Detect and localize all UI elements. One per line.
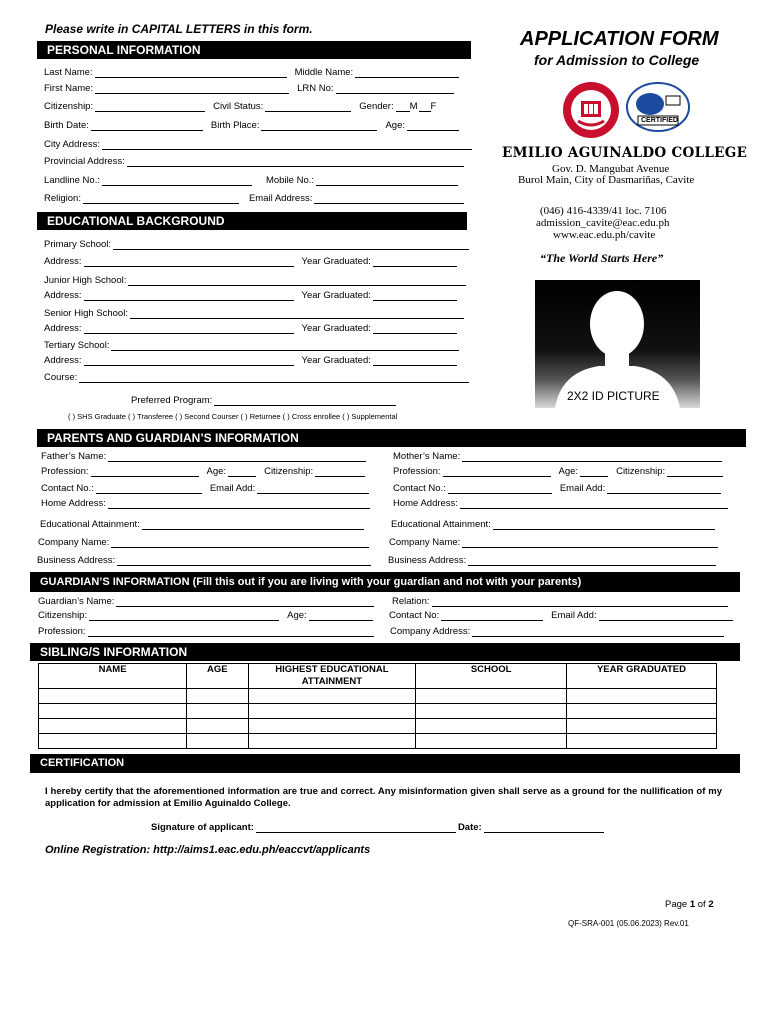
row-father-contact — [41, 481, 369, 494]
father-company-field[interactable] — [111, 538, 369, 548]
email-label: Email Address: — [248, 193, 313, 204]
date-field[interactable] — [484, 823, 604, 833]
id-picture-box[interactable] — [535, 280, 700, 408]
guardian-company-address-field[interactable] — [472, 627, 724, 637]
row-mother-home — [393, 496, 728, 509]
certification-badge-logo — [626, 82, 690, 132]
row-mother-contact — [393, 481, 721, 494]
sibling-educ-cell[interactable] — [248, 719, 416, 734]
mother-company-label: Company Name: — [389, 537, 461, 548]
guardian-citizenship-field[interactable] — [89, 611, 279, 621]
primary-school-field[interactable] — [113, 240, 469, 250]
form-code: QF-SRA-001 (05.06.2023) Rev.01 — [568, 919, 689, 928]
tertiary-address-label: Address: — [44, 355, 82, 366]
father-educ-field[interactable] — [142, 520, 364, 530]
father-email-label: Email Add: — [209, 483, 256, 494]
father-business-field[interactable] — [117, 556, 371, 566]
row-guardian-profession — [38, 624, 374, 637]
sibling-name-cell[interactable] — [39, 689, 187, 704]
mother-age-label: Age: — [558, 466, 579, 477]
father-contact-field[interactable] — [96, 484, 202, 494]
mother-contact-label: Contact No.: — [393, 483, 446, 494]
father-age-field[interactable] — [228, 467, 256, 477]
row-name — [44, 65, 459, 78]
mother-business-field[interactable] — [468, 556, 716, 566]
guardian-email-field[interactable] — [599, 611, 733, 621]
guardian-relation-field[interactable] — [432, 597, 728, 607]
row-preferred-program — [131, 393, 396, 406]
father-citizenship-label: Citizenship: — [264, 466, 314, 477]
junior-school-field[interactable] — [128, 276, 466, 286]
siblings-col-year: YEAR GRADUATED — [566, 664, 716, 689]
row-father-name — [41, 449, 366, 462]
father-profession-label: Profession: — [41, 466, 89, 477]
page-of: of — [695, 899, 709, 910]
mother-profession-field[interactable] — [443, 467, 551, 477]
mother-email-field[interactable] — [607, 484, 721, 494]
form-title: APPLICATION FORM — [520, 28, 719, 50]
table-row — [39, 734, 717, 749]
row-father-home — [41, 496, 370, 509]
senior-address-label: Address: — [44, 323, 82, 334]
row-guardian-relation — [392, 594, 728, 607]
row-guardian-contact — [389, 608, 733, 621]
provincial-address-label: Provincial Address: — [44, 156, 125, 167]
college-motto: “The World Starts Here” — [540, 251, 664, 265]
table-row — [39, 719, 717, 734]
guardian-relation-label: Relation: — [392, 596, 430, 607]
mother-age-field[interactable] — [580, 467, 608, 477]
father-email-field[interactable] — [257, 484, 369, 494]
mother-contact-field[interactable] — [448, 484, 552, 494]
mother-business-label: Business Address: — [388, 555, 467, 566]
gender-label: Gender: — [359, 101, 394, 112]
table-row — [39, 689, 717, 704]
primary-year-label: Year Graduated: — [301, 256, 371, 267]
sibling-age-cell[interactable] — [187, 719, 248, 734]
row-primary-school — [44, 237, 469, 250]
guardian-profession-label: Profession: — [38, 626, 86, 637]
row-father-profession — [41, 464, 365, 477]
sibling-age-cell[interactable] — [187, 689, 248, 704]
mother-name-field[interactable] — [462, 452, 722, 462]
primary-school-label: Primary School: — [44, 239, 112, 250]
mobile-label: Mobile No.: — [265, 175, 315, 186]
senior-school-label: Senior High School: — [44, 308, 128, 319]
sibling-educ-cell[interactable] — [248, 704, 416, 719]
siblings-col-school: SCHOOL — [416, 664, 567, 689]
junior-school-label: Junior High School: — [44, 275, 127, 286]
row-junior-school — [44, 273, 466, 286]
siblings-table — [38, 663, 717, 749]
page-total: 2 — [708, 899, 714, 910]
mother-name-label: Mother’s Name: — [393, 451, 461, 462]
sibling-school-cell[interactable] — [416, 734, 567, 749]
father-name-field[interactable] — [108, 452, 366, 462]
father-age-label: Age: — [206, 466, 227, 477]
section-parents-guardian: PARENTS AND GUARDIAN’S INFORMATION — [37, 429, 746, 447]
father-home-label: Home Address: — [41, 498, 106, 509]
section-siblings-information: SIBLING/S INFORMATION — [30, 643, 740, 661]
mother-educ-field[interactable] — [493, 520, 715, 530]
civil-status-field[interactable] — [265, 102, 351, 112]
senior-year-field[interactable] — [373, 324, 457, 334]
sibling-year-cell[interactable] — [566, 719, 716, 734]
primary-year-field[interactable] — [373, 257, 457, 267]
tertiary-year-label: Year Graduated: — [301, 355, 371, 366]
religion-field[interactable] — [83, 194, 239, 204]
guardian-age-field[interactable] — [309, 611, 373, 621]
section-guardian-information: GUARDIAN’S INFORMATION (Fill this out if you are living with your guardian and not with your parents) — [30, 572, 740, 592]
sibling-name-cell[interactable] — [39, 734, 187, 749]
applicant-type-options[interactable]: ( ) SHS Graduate ( ) Transferee ( ) Second Courser ( ) Returnee ( ) Cross enrollee ( ) Supplemental — [68, 412, 398, 421]
guardian-age-label: Age: — [287, 610, 307, 621]
middle-name-label: Middle Name: — [294, 67, 354, 78]
father-company-label: Company Name: — [38, 537, 110, 548]
row-father-company — [38, 535, 369, 548]
sibling-name-cell[interactable] — [39, 704, 187, 719]
row-tertiary-address — [44, 353, 457, 366]
sibling-educ-cell[interactable] — [248, 689, 416, 704]
father-profession-field[interactable] — [91, 467, 199, 477]
civil-status-label: Civil Status: — [213, 101, 264, 112]
college-seal-logo — [562, 81, 620, 139]
sibling-year-cell[interactable] — [566, 704, 716, 719]
siblings-col-age: AGE — [187, 664, 248, 689]
row-first-name — [44, 81, 454, 94]
father-name-label: Father’s Name: — [41, 451, 107, 462]
section-personal-information: PERSONAL INFORMATION — [37, 41, 471, 59]
mother-home-label: Home Address: — [393, 498, 458, 509]
signature-field[interactable] — [256, 823, 456, 833]
senior-year-label: Year Graduated: — [301, 323, 371, 334]
senior-address-field[interactable] — [84, 324, 294, 334]
junior-year-label: Year Graduated: — [301, 290, 371, 301]
landline-field[interactable] — [102, 176, 252, 186]
row-tertiary-school — [44, 338, 459, 351]
college-phone: (046) 416-4339/41 loc. 7106 — [540, 205, 667, 217]
gender-m-field[interactable] — [396, 102, 410, 112]
city-address-field[interactable] — [102, 140, 472, 150]
guardian-email-label: Email Add: — [551, 610, 597, 621]
siblings-col-educ: HIGHEST EDUCATIONAL ATTAINMENT — [248, 664, 416, 689]
birth-place-field[interactable] — [261, 121, 377, 131]
first-name-label: First Name: — [44, 83, 94, 94]
row-guardian-company-address — [390, 624, 724, 637]
father-contact-label: Contact No.: — [41, 483, 94, 494]
first-name-field[interactable] — [95, 84, 289, 94]
sibling-year-cell[interactable] — [566, 734, 716, 749]
date-label: Date: — [457, 822, 482, 833]
mobile-field[interactable] — [316, 176, 458, 186]
guardian-name-field[interactable] — [116, 597, 374, 607]
tertiary-address-field[interactable] — [84, 356, 294, 366]
city-address-label: City Address: — [44, 139, 100, 150]
row-birth — [44, 118, 459, 131]
row-signature — [151, 820, 604, 833]
birth-date-field[interactable] — [91, 121, 203, 131]
middle-name-field[interactable] — [355, 68, 459, 78]
row-senior-school — [44, 306, 464, 319]
email-field[interactable] — [314, 194, 464, 204]
mother-citizenship-field[interactable] — [667, 467, 723, 477]
age-label: Age: — [385, 120, 406, 131]
gender-f-label: F — [430, 101, 437, 112]
guardian-name-label: Guardian’s Name: — [38, 596, 115, 607]
row-mother-company — [389, 535, 718, 548]
guardian-company-address-label: Company Address: — [390, 626, 471, 637]
row-mother-profession — [393, 464, 723, 477]
provincial-address-field[interactable] — [127, 157, 464, 167]
sibling-name-cell[interactable] — [39, 719, 187, 734]
primary-address-field[interactable] — [84, 257, 294, 267]
mother-company-field[interactable] — [462, 538, 718, 548]
tertiary-school-label: Tertiary School: — [44, 340, 110, 351]
id-picture-label: 2X2 ID PICTURE — [567, 389, 660, 403]
college-website: www.eac.edu.ph/cavite — [553, 229, 656, 241]
row-phones — [44, 173, 458, 186]
primary-address-label: Address: — [44, 256, 82, 267]
sibling-school-cell[interactable] — [416, 704, 567, 719]
siblings-col-name: NAME — [39, 664, 187, 689]
citizenship-label: Citizenship: — [44, 101, 94, 112]
guardian-citizenship-label: Citizenship: — [38, 610, 88, 621]
preferred-program-label: Preferred Program: — [131, 395, 213, 406]
last-name-label: Last Name: — [44, 67, 93, 78]
father-educ-label: Educational Attainment: — [40, 519, 140, 530]
preferred-program-field[interactable] — [214, 396, 396, 406]
sibling-school-cell[interactable] — [416, 719, 567, 734]
last-name-field[interactable] — [95, 68, 287, 78]
lrn-label: LRN No: — [297, 83, 334, 94]
gender-m-label: M — [409, 101, 418, 112]
tertiary-school-field[interactable] — [111, 341, 459, 351]
section-educational-background: EDUCATIONAL BACKGROUND — [37, 212, 467, 230]
junior-address-field[interactable] — [84, 291, 294, 301]
page-current: 1 — [689, 899, 696, 910]
father-business-label: Business Address: — [37, 555, 116, 566]
guardian-contact-label: Contact No: — [389, 610, 440, 621]
sibling-educ-cell[interactable] — [248, 734, 416, 749]
senior-school-field[interactable] — [130, 309, 464, 319]
mother-educ-label: Educational Attainment: — [391, 519, 491, 530]
religion-label: Religion: — [44, 193, 81, 204]
sibling-age-cell[interactable] — [187, 704, 248, 719]
course-label: Course: — [44, 372, 78, 383]
college-address-1: Gov. D. Mangubat Avenue — [552, 163, 670, 175]
junior-address-label: Address: — [44, 290, 82, 301]
table-row — [39, 704, 717, 719]
sibling-year-cell[interactable] — [566, 689, 716, 704]
row-religion — [44, 191, 464, 204]
course-field[interactable] — [79, 373, 469, 383]
mother-email-label: Email Add: — [559, 483, 606, 494]
guardian-profession-field[interactable] — [88, 627, 374, 637]
age-field[interactable] — [407, 121, 459, 131]
row-mother-business — [388, 553, 716, 566]
sibling-school-cell[interactable] — [416, 689, 567, 704]
siblings-header-row — [39, 664, 717, 689]
college-name: EMILIO AGUINALDO COLLEGE — [502, 145, 748, 161]
page-number — [665, 899, 714, 910]
section-certification: CERTIFICATION — [30, 754, 740, 773]
row-mother-educ — [391, 517, 715, 530]
citizenship-field[interactable] — [95, 102, 205, 112]
father-citizenship-field[interactable] — [315, 467, 365, 477]
form-instruction: Please write in CAPITAL LETTERS in this form. — [45, 22, 313, 36]
row-junior-address — [44, 288, 457, 301]
row-father-educ — [40, 517, 364, 530]
signature-label: Signature of applicant: — [151, 822, 254, 833]
row-senior-address — [44, 321, 457, 334]
birth-place-label: Birth Place: — [210, 120, 260, 131]
row-primary-address — [44, 254, 457, 267]
guardian-contact-field[interactable] — [441, 611, 543, 621]
mother-home-field[interactable] — [460, 499, 728, 509]
junior-year-field[interactable] — [373, 291, 457, 301]
row-course — [44, 370, 469, 383]
row-citizenship — [44, 99, 438, 112]
mother-citizenship-label: Citizenship: — [616, 466, 666, 477]
certification-text: I hereby certify that the aforementioned information are true and correct. Any misinformation given shall serve as a ground for the nullification of my application for admission at Emilio Aguinaldo College. — [45, 786, 722, 809]
tertiary-year-field[interactable] — [373, 356, 457, 366]
father-home-field[interactable] — [108, 499, 370, 509]
mother-profession-label: Profession: — [393, 466, 441, 477]
landline-label: Landline No.: — [44, 175, 100, 186]
row-father-business — [37, 553, 371, 566]
row-mother-name — [393, 449, 722, 462]
birth-date-label: Birth Date: — [44, 120, 89, 131]
online-registration-link[interactable]: Online Registration: http://aims1.eac.edu.ph/eaccvt/applicants — [45, 844, 371, 856]
page-prefix: Page — [665, 899, 690, 910]
row-guardian-citizenship — [38, 608, 373, 621]
form-subtitle: for Admission to College — [534, 52, 700, 68]
certified-label: CERTIFIED — [641, 117, 678, 124]
college-email: admission_cavite@eac.edu.ph — [536, 217, 670, 229]
college-address-2: Burol Main, City of Dasmariñas, Cavite — [518, 174, 695, 186]
lrn-field[interactable] — [336, 84, 454, 94]
gender-f-field[interactable] — [419, 102, 431, 112]
row-provincial-address — [44, 154, 464, 167]
row-guardian-name — [38, 594, 374, 607]
row-city-address — [44, 137, 472, 150]
sibling-age-cell[interactable] — [187, 734, 248, 749]
